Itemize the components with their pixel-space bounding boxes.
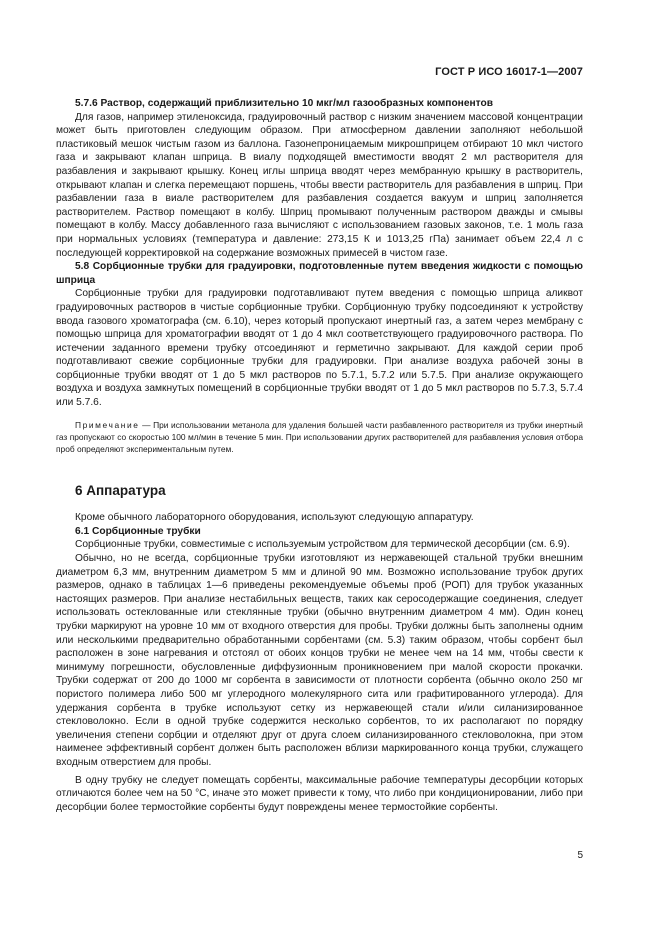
section-6-title: 6 Аппаратура xyxy=(75,482,166,498)
document-header: ГОСТ Р ИСО 16017-1—2007 xyxy=(435,66,583,78)
section-6-1-paragraph-3: В одну трубку не следует помещать сорбенты, максимальные рабочие температуры десорбции которых отличаются более чем на 50 °С, иначе это может привести к тому, что либо при кондиционировании, либо при десорбции более термостойкие сорбенты будут повреждены менее термостойкие сорбенты. xyxy=(56,774,583,813)
section-5-7-6-paragraph: Для газов, например этиленоксида, градуировочный раствор с низким значением массовой концентрации может быть приготовлен следующим образом. При атмосферном давлении заполняют небольшой пластиковый мешок чистым газом из баллона. Газонепроницаемым микрошприцем отбирают 10 мкл чистого газа и закрывают клапан шприца. В виалу подходящей вместимости вводят 2 мл растворителя для разбавления и закрывают крышку. Конец иглы шприца вводят через мембранную крышку в растворитель, открывают клапан и слегка перемещают поршень, чтобы ввести растворитель для разбавления в шприц. При разбавлении газа в виале растворителем для разбавления создается вакуум и шприц заполняется растворителем. Раствор помещают в колбу. Шприц промывают полученным раствором дважды и смывы помещают в колбу. Массу добавленного газа вычисляют с использованием газовых законов, т.е. 1 моль газа при нормальных условиях (температура и давление: 273,15 К и 1013,25 гПа) занимает объем 22,4 л с последующей корректировкой на содержание возможных примесей в чистом газе. xyxy=(56,111,583,259)
page-number: 5 xyxy=(577,850,583,861)
note-text: — При использовании метанола для удаления большей части разбавленного растворителя из трубки инертный газ пропускают со скоростью 100 мл/мин в течение 5 мин. При использовании других растворителей для разбавления условия отбора проб определяют экспериментальным путем. xyxy=(56,419,583,454)
section-6-1-heading: 6.1 Сорбционные трубки xyxy=(75,525,201,537)
section-6-1-paragraph-1: Сорбционные трубки, совместимые с используемым устройством для термической десорбции (см. 6.9). xyxy=(75,539,570,551)
section-5-8-paragraph: Сорбционные трубки для градуировки подготавливают путем введения с помощью шприца аликвот градуировочных растворов в чистые сорбционные трубки. Сорбционную трубку подсоединяют к устройству ввода газового хроматографа (см. 6.10), через который пропускают инертный газ, а затем через мембрану с помощью шприца для хроматографии вводят от 1 до 4 мкл соответствующего градуировочного раствора. По истечении заданного времени трубку отсоединяют и герметично закрывают. Для каждой серии проб подготавливают свежие сорбционные трубки для градуировки. При анализе воздуха рабочей зоны в сорбционные трубки вводят от 1 до 5 мкл растворов по 5.7.1, 5.7.2 или 5.7.5. При анализе окружающего воздуха и воздуха замкнутых помещений в сорбционные трубки вводят от 1 до 5 мкл растворов по 5.7.3, 5.7.4 или 5.7.6. xyxy=(56,288,583,409)
note-label: Примечание xyxy=(75,419,140,430)
document-body xyxy=(56,97,583,814)
section-5-7-6-heading: 5.7.6 Раствор, содержащий приблизительно 10 мкг/мл газообразных компонентов xyxy=(75,98,493,109)
section-6-intro: Кроме обычного лабораторного оборудования, используют следующую аппаратуру. xyxy=(75,512,474,524)
section-5-8-heading: 5.8 Сорбционные трубки для градуировки, подготовленные путем введения жидкости с помощью шприца xyxy=(56,261,583,286)
section-6-1-paragraph-2: Обычно, но не всегда, сорбционные трубки изготовляют из нержавеющей стальной трубки внешним диаметром 6,3 мм, внутренним диаметром 5 мм и длиной 90 мм. Возможно использование трубок других размеров, однако в таблицах 1—6 приведены рекомендуемые объемы проб (РОП) для трубок указанных настоящих размеров. При анализе нестабильных веществ, таких как серосодержащие соединения, следует использовать остеклованные или стеклянные трубки (обычно внутренним диаметром 4 мм). Один конец трубки маркируют на уровне 10 мм от входного отверстия для пробы. Трубки должны быть заполнены одним или несколькими предварительно обработанными сорбентами (см. 5.3) таким образом, чтобы сорбент был расположен в зоне нагревания и отстоял от обоих концов трубки не менее чем на 14 мм, чтобы свести к минимуму погрешности, обусловленные диффузионным проникновением при малой скорости прокачки. Трубки содержат от 200 до 1000 мг сорбента в зависимости от плотности сорбента (обычно около 250 мг пористого полимера либо 500 мг углеродного молекулярного сита или графитированного углерода). Для удержания сорбента в трубке используют сетку из нержавеющей стали и/или силанизированное стекловолокно. Если в одной трубке содержится несколько сорбентов, то их располагают по порядку увеличения степени сорбции и отделяют друг от друга слоем силанизированного стекловолокна, при этом наименее эффективный сорбент должен быть расположен вблизи маркированного конца трубки, служащего входным отверстием для пробы. xyxy=(56,553,583,768)
section-5-8-note xyxy=(56,419,583,455)
